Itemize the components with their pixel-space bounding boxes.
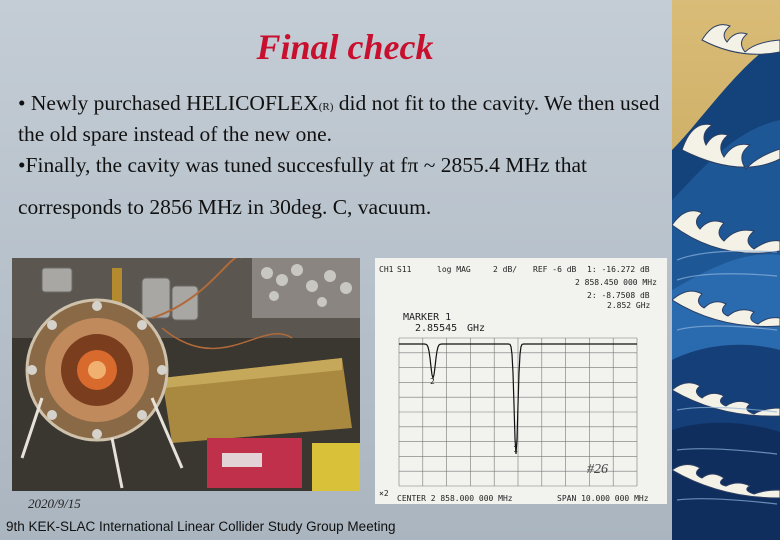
marker-label: MARKER 1	[403, 312, 452, 323]
marker1-readout: 1: -16.272 dB	[587, 265, 650, 274]
marker2-readout: 2: -8.7508 dB	[587, 291, 650, 300]
span-label: SPAN 10.000 000 MHz	[557, 494, 649, 503]
bullet-text-start: Newly purchased HELICOFLEX	[25, 91, 319, 115]
wave-art	[672, 0, 780, 540]
bullet-marker: •	[18, 153, 26, 177]
network-analyzer-plot	[375, 258, 667, 504]
marker-unit: GHz	[467, 323, 486, 334]
wave-decoration	[672, 0, 780, 540]
marker1-freq: 2 858.450 000 MHz	[575, 278, 657, 287]
marker-value: 2.85545	[415, 323, 458, 334]
slide-title: Final check	[256, 27, 434, 67]
registered-mark: (R)	[318, 101, 334, 113]
cavity-photo	[12, 258, 360, 491]
slide-date: 2020/9/15	[28, 496, 81, 511]
ref-label: REF -6 dB	[533, 265, 577, 274]
bullet-marker: •	[18, 91, 26, 115]
bullet-text-end: did not fit to the cavity. We then used the old spare instead of the new one.	[18, 91, 660, 146]
bullet-text-end: ~ 2855.4 MHz that	[418, 153, 587, 177]
marker1-symbol: 1	[513, 445, 518, 454]
scale-label: 2 dB/	[493, 265, 518, 274]
marker2-freq: 2.852 GHz	[607, 301, 651, 310]
channel-label: CH1	[379, 265, 394, 274]
pi-symbol: π	[407, 153, 419, 177]
format-label: log MAG	[437, 265, 471, 274]
bullet-continuation: corresponds to 2856 MHz in 30deg. C, vacuum.	[18, 195, 432, 219]
handwritten-note: #26	[587, 462, 608, 477]
center-label: CENTER 2 858.000 000 MHz	[397, 494, 513, 503]
slide-footer: 9th KEK-SLAC International Linear Collider Study Group Meeting	[6, 519, 396, 534]
param-label: S11	[397, 265, 412, 274]
marker2-symbol: 2	[430, 377, 435, 386]
x2-label: ×2	[379, 489, 389, 498]
bullet-tuning	[18, 152, 663, 179]
bullet-helicoflex	[18, 90, 663, 148]
bullet-text-start: Finally, the cavity was tuned succesfully at f	[25, 153, 408, 177]
